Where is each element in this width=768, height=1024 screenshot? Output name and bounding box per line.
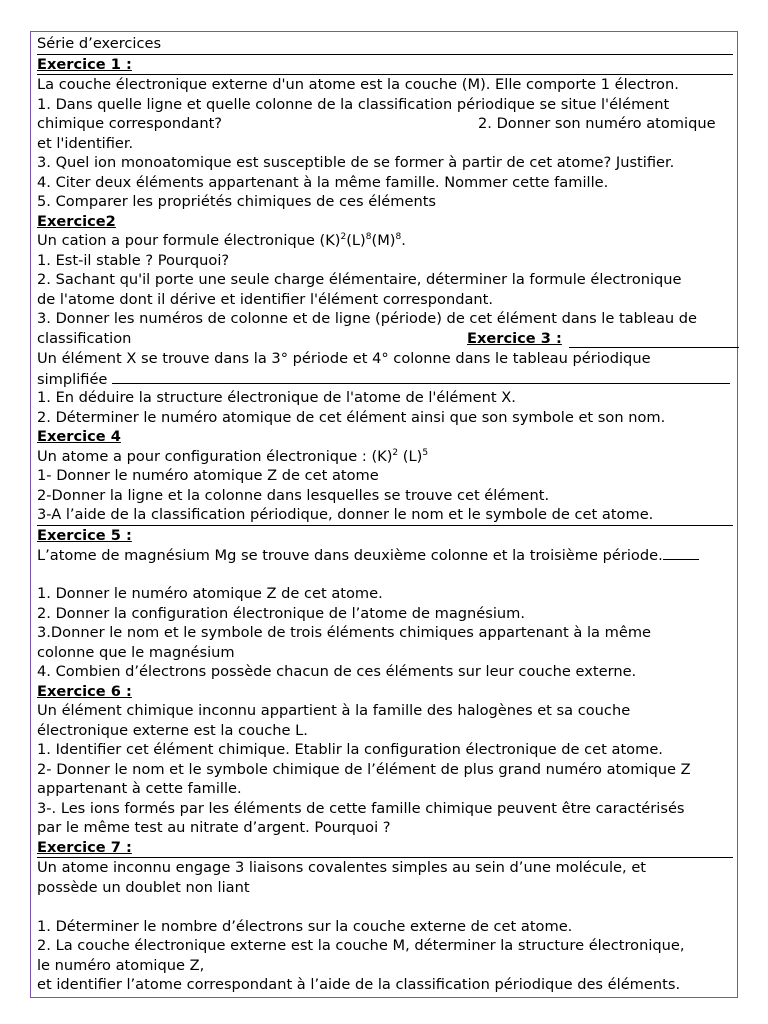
exercise-4-title: Exercice 4 — [37, 428, 121, 445]
exercise-4-intro-l: (L) — [398, 447, 423, 465]
exercise-7-intro-line1: Un atome inconnu engage 3 liaisons covalentes simples au sein d’une molécule, et — [37, 859, 647, 876]
exercise-4-heading — [37, 427, 733, 447]
exercise-2-intro-l: (L) — [346, 232, 366, 249]
worksheet-frame — [30, 31, 738, 998]
exercise-3-intro-text: simplifiée — [37, 370, 108, 388]
exercise-6-title: Exercice 6 : — [37, 682, 132, 700]
exercise-7-intro-line2: possède un doublet non liant — [37, 878, 250, 896]
exercise-1-q1-line2: chimique correspondant? — [37, 115, 223, 132]
exercise-2-heading — [37, 212, 733, 232]
exercise-6-q3-line2: par le même test au nitrate d’argent. Pourquoi ? — [37, 819, 391, 836]
exercise-1-q1-line1: 1. Dans quelle ligne et quelle colonne de la classification périodique se situe l'élément — [37, 95, 670, 113]
exercise-1-q3: 3. Quel ion monoatomique est susceptible de se former à partir de cet atome? Justifier. — [37, 154, 675, 171]
exercise-2-q2-line2: de l'atome dont il dérive et identifier l'élément correspondant. — [37, 290, 494, 308]
exercise-2-q1: 1. Est-il stable ? Pourquoi? — [37, 251, 230, 269]
exercise-6-q2-line2: appartenant à cette famille. — [37, 780, 242, 797]
exercise-2-title: Exercice2 — [37, 212, 116, 230]
exercise-1-title: Exercice 1 : — [37, 55, 132, 73]
superscript-l: 5 — [422, 447, 429, 458]
exercise-7-q2-line3: et identifier l’atome correspondant à l’aide de la classification périodique des éléments. — [37, 976, 681, 993]
exercise-5-title: Exercice 5 : — [37, 526, 132, 544]
exercise-2-intro-text: Un cation a pour formule électronique (K) — [37, 232, 341, 249]
superscript-k: 2 — [392, 447, 399, 458]
exercise-5-intro: L’atome de magnésium Mg se trouve dans deuxième colonne et la troisième période. — [37, 547, 663, 564]
exercise-4-q1: 1- Donner le numéro atomique Z de cet atome — [37, 467, 379, 484]
exercise-6-heading — [37, 682, 733, 702]
exercise-3-intro-line1: Un élément X se trouve dans la 3° période et 4° colonne dans le tableau périodique — [37, 350, 651, 367]
exercise-2-intro — [37, 231, 733, 251]
exercise-4-intro-text: Un atome a pour configuration électronique : (K) — [37, 447, 393, 465]
exercise-2-q3-ex3-line — [37, 329, 733, 350]
exercise-4-intro — [37, 447, 733, 467]
exercise-1-q5: 5. Comparer les propriétés chimiques de ces éléments — [37, 193, 437, 210]
exercise-6-intro-line1: Un élément chimique inconnu appartient à la famille des halogènes et sa couche — [37, 702, 631, 719]
fill-in-rule — [112, 369, 730, 384]
exercise-7-heading — [37, 838, 733, 859]
exercise-5-q4: 4. Combien d’électrons possède chacun de ces éléments sur leur couche externe. — [37, 663, 637, 680]
exercise-1-heading — [37, 55, 733, 76]
exercise-3-intro-line2 — [37, 369, 733, 389]
exercise-2-q3-line1: 3. Donner les numéros de colonne et de ligne (période) de cet élément dans le tableau de — [37, 310, 698, 327]
exercise-5-q1: 1. Donner le numéro atomique Z de cet atome. — [37, 585, 383, 602]
exercise-3-heading-rule — [569, 329, 739, 348]
exercise-5-intro-line — [37, 545, 733, 565]
worksheet-content — [37, 34, 733, 995]
exercise-7-q1: 1. Déterminer le nombre d’électrons sur la couche externe de cet atome. — [37, 917, 573, 935]
exercise-5-heading — [37, 526, 733, 546]
exercise-3-q2: 2. Déterminer le numéro atomique de cet élément ainsi que son symbole et son nom. — [37, 408, 666, 426]
exercise-1-q2-line2: et l'identifier. — [37, 134, 134, 152]
worksheet-title: Série d’exercices — [37, 34, 733, 55]
exercise-1-intro: La couche électronique externe d'un atome est la couche (M). Elle comporte 1 électron. — [37, 76, 679, 93]
exercise-1-q2-line1: 2. Donner son numéro atomique — [478, 115, 716, 132]
exercise-3-title: Exercice 3 : — [467, 329, 562, 347]
exercise-2-q3-line2: classification — [37, 329, 132, 347]
exercise-4-q2: 2-Donner la ligne et la colonne dans lesquelles se trouve cet élément. — [37, 486, 550, 504]
exercise-2-intro-m: (M) — [371, 232, 396, 249]
exercise-7-q2-line2: le numéro atomique Z, — [37, 956, 205, 974]
exercise-5-q2: 2. Donner la configuration électronique de l’atome de magnésium. — [37, 604, 526, 622]
exercise-6-intro-line2: électronique externe est la couche L. — [37, 721, 308, 739]
exercise-7-title: Exercice 7 : — [37, 838, 132, 856]
exercise-5-q3-line1: 3.Donner le nom et le symbole de trois éléments chimiques appartenant à la même — [37, 624, 652, 641]
fill-in-rule — [663, 545, 699, 560]
exercise-6-q2-line1: 2- Donner le nom et le symbole chimique de l’élément de plus grand numéro atomique Z — [37, 760, 691, 778]
exercise-1-q4: 4. Citer deux éléments appartenant à la même famille. Nommer cette famille. — [37, 173, 609, 191]
exercise-2-q2-line1: 2. Sachant qu'il porte une seule charge élémentaire, déterminer la formule électronique — [37, 271, 682, 288]
exercise-2-intro-end: . — [401, 232, 406, 249]
exercise-6-q1: 1. Identifier cet élément chimique. Etablir la configuration électronique de cet atome. — [37, 741, 663, 758]
exercise-5-q3-line2: colonne que le magnésium — [37, 643, 235, 661]
spacer — [37, 565, 733, 585]
spacer — [37, 897, 733, 917]
exercise-6-q3-line1: 3-. Les ions formés par les éléments de cette famille chimique peuvent être caractérisés — [37, 799, 685, 817]
superscript-m: 8 — [395, 232, 402, 242]
exercise-3-q1: 1. En déduire la structure électronique de l'atome de l'élément X. — [37, 389, 516, 406]
superscript-l: 8 — [365, 232, 372, 242]
exercise-4-q3: 3-A l’aide de la classification périodique, donner le nom et le symbole de cet atome. — [37, 505, 733, 526]
exercise-7-q2-line1: 2. La couche électronique externe est la couche M, déterminer la structure électronique, — [37, 937, 685, 954]
exercise-1-q1-q2-line — [37, 114, 733, 134]
superscript-k: 2 — [340, 232, 347, 242]
